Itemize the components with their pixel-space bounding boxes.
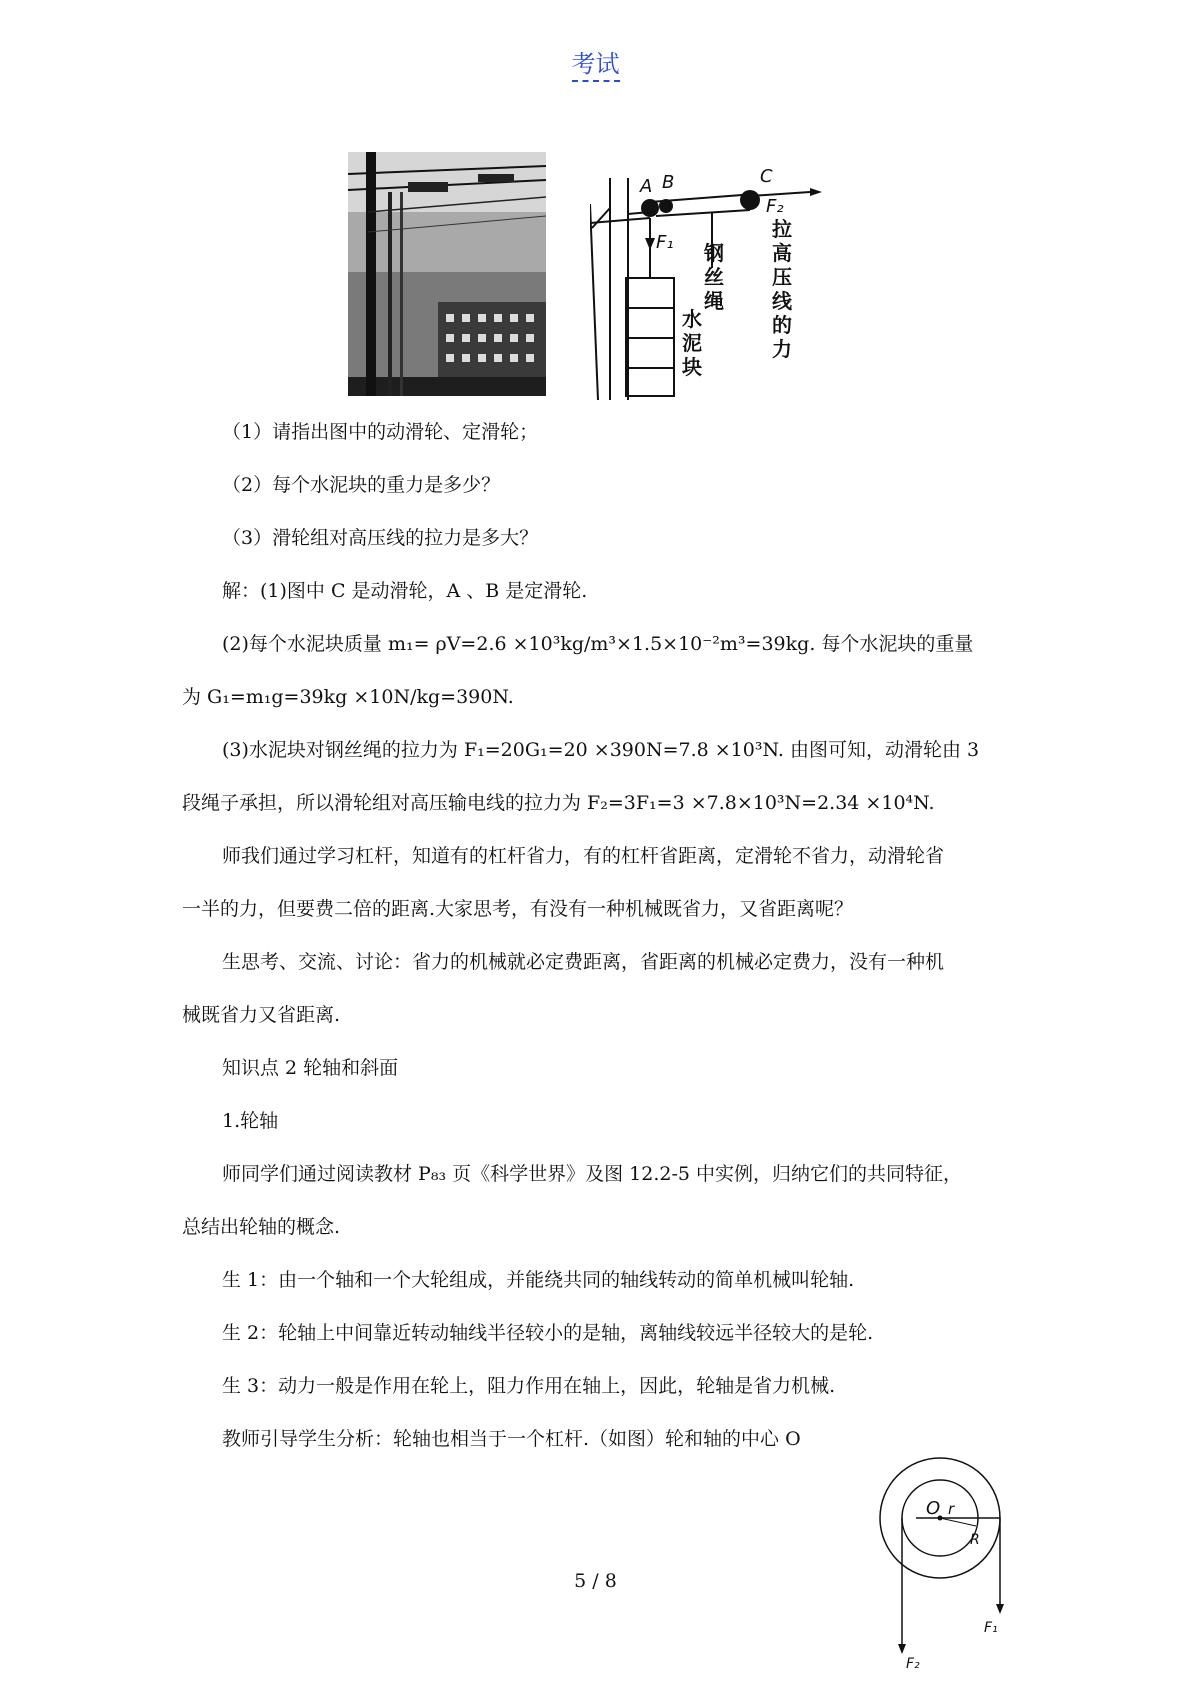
label-f1: F₁ (656, 232, 674, 253)
rope-label-1: 钢 (704, 241, 724, 265)
block-label-3: 块 (682, 355, 702, 379)
student-3: 生 3：动力一般是作用在轮上，阻力作用在轴上，因此，轮轴是省力机械. (222, 1375, 836, 1397)
student-1: 生 1：由一个轴和一个大轮组成，并能绕共同的轴线转动的简单机械叫轮轴. (222, 1269, 855, 1291)
block-label-2: 泥 (682, 331, 702, 355)
answer-2a: (2)每个水泥块质量 m₁= ρV=2.6 ×10³kg/m³×1.5×10⁻²m³=39kg. 每个水泥块的重量 (222, 633, 974, 655)
header-title-link[interactable]: 考试 (572, 50, 620, 82)
power-line-photo (348, 152, 546, 396)
rope-label-3: 绳 (704, 289, 724, 313)
label-f2: F₂ (766, 196, 784, 217)
student-2: 生 2：轮轴上中间靠近转动轴线半径较小的是轴，离轴线较远半径较大的是轮. (222, 1322, 874, 1344)
label-o: O (926, 1498, 941, 1519)
label-a: A (640, 176, 653, 197)
page-number: 5 / 8 (574, 1570, 617, 1592)
force-label-2: 高 (772, 241, 792, 265)
question-3: （3）滑轮组对高压线的拉力是多大？ (222, 527, 539, 549)
label-b: B (662, 172, 675, 193)
force-label-5: 的 (772, 313, 792, 337)
pulley-diagram (590, 168, 860, 400)
force-label-3: 压 (772, 265, 792, 289)
pulley-c (740, 190, 760, 210)
label-f1: F₁ (984, 1620, 998, 1636)
page-header (0, 44, 1191, 79)
answer-2b: 为 G₁=m₁g=39kg ×10N/kg=390N. (182, 686, 514, 708)
section-heading: 知识点 2 轮轴和斜面 (222, 1057, 399, 1079)
teacher-question-b: 一半的力，但要费二倍的距离.大家思考，有没有一种机械既省力，又省距离呢？ (182, 898, 854, 920)
student-discussion-b: 械既省力又省距离. (182, 1004, 341, 1026)
force-label-1: 拉 (772, 217, 792, 241)
subsection-heading: 1.轮轴 (222, 1110, 279, 1132)
block-label-1: 水 (682, 307, 702, 331)
answer-3b: 段绳子承担，所以滑轮组对高压输电线的拉力为 F₂=3F₁=3 ×7.8×10³N=2.34 ×10⁴N. (182, 792, 935, 814)
label-f2: F₂ (906, 1656, 920, 1672)
teacher-instruction-a: 师同学们通过阅读教材 P₈₃ 页《科学世界》及图 12.2-5 中实例，归纳它们的共同特征， (222, 1163, 962, 1185)
wheel-axle-diagram (876, 1448, 1006, 1673)
rope-label-2: 丝 (704, 265, 724, 289)
label-r: r (948, 1500, 955, 1518)
answer-3a: (3)水泥块对钢丝绳的拉力为 F₁=20G₁=20 ×390N=7.8 ×10³N. 由图可知，动滑轮由 3 (222, 739, 980, 761)
question-1: （1）请指出图中的动滑轮、定滑轮； (222, 421, 539, 443)
question-2: （2）每个水泥块的重力是多少？ (222, 474, 501, 496)
teacher-question-a: 师我们通过学习杠杆，知道有的杠杆省力，有的杠杆省距离，定滑轮不省力，动滑轮省 (222, 845, 945, 867)
force-label-6: 力 (772, 337, 792, 361)
pulley-b (659, 199, 673, 213)
label-big-r: R (970, 1532, 980, 1548)
label-c: C (760, 168, 773, 187)
pulley-a (641, 199, 659, 217)
teacher-instruction-b: 总结出轮轴的概念. (182, 1216, 341, 1238)
answer-1: 解：(1)图中 C 是动滑轮，A 、B 是定滑轮. (222, 580, 588, 602)
student-discussion-a: 生思考、交流、讨论：省力的机械就必定费距离，省距离的机械必定费力，没有一种机 (222, 951, 945, 973)
force-label-4: 线 (772, 289, 792, 313)
teacher-analysis: 教师引导学生分析：轮轴也相当于一个杠杆.（如图）轮和轴的中心 O (222, 1428, 801, 1450)
document-body (182, 418, 1022, 1478)
